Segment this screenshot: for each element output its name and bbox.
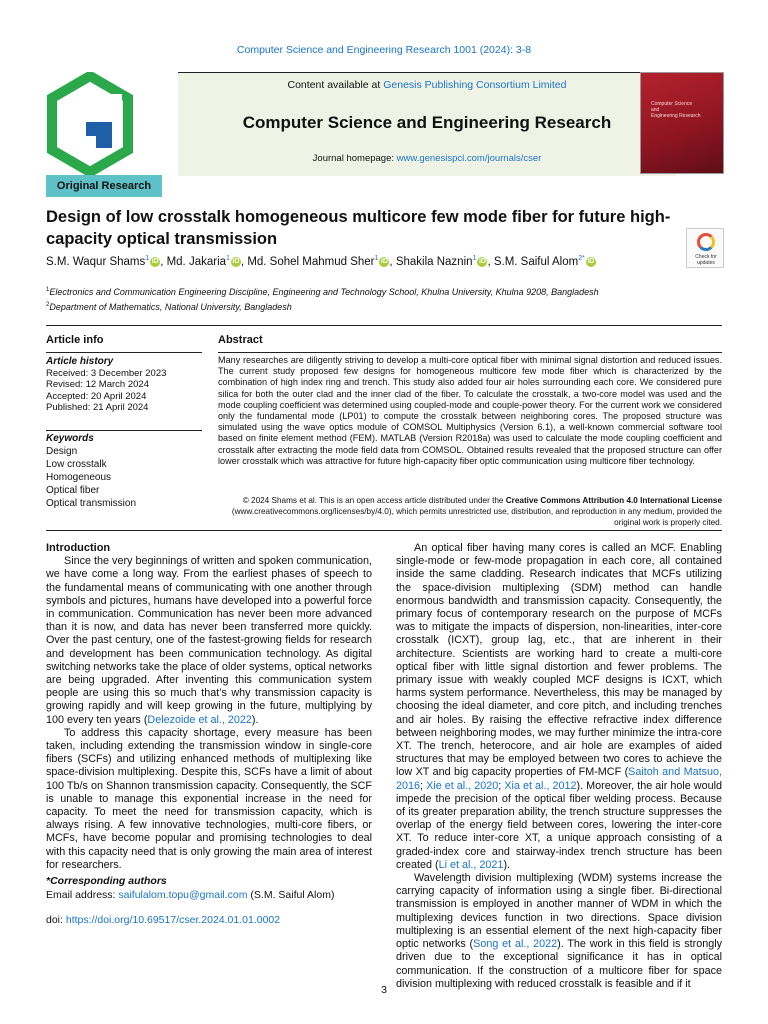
homepage-link[interactable]: www.genesispcl.com/journals/cser <box>396 153 542 164</box>
orcid-icon[interactable]: iD <box>478 257 486 265</box>
keyword-item: Homogeneous <box>46 472 112 483</box>
keyword-item: Optical fiber <box>46 485 100 496</box>
doi: doi: https://doi.org/10.69517/cser.2024.01.01.0002 <box>46 914 281 926</box>
journal-header <box>46 72 722 176</box>
journal-citation: Computer Science and Engineering Research 1001 (2024): 3-8 <box>236 44 532 56</box>
article-info-heading: Article info <box>46 334 104 346</box>
journal-banner <box>178 72 676 176</box>
citation-link[interactable]: Li et al., 2021 <box>438 858 504 871</box>
email-link[interactable]: saifulalom.topu@gmail.com <box>118 889 248 901</box>
history-item: Received: 3 December 2023 <box>46 367 167 379</box>
section-divider <box>46 530 722 531</box>
page-number: 3 <box>381 984 387 996</box>
author-affiliation-mark: 1 <box>472 255 477 262</box>
body-column-right <box>396 542 722 991</box>
doi-link[interactable]: https://doi.org/10.69517/cser.2024.01.01.0002 <box>65 914 281 926</box>
citation-link[interactable]: Saitoh and Matsuo, 2016 <box>396 766 722 792</box>
author-name: Shakila Naznin <box>395 255 473 268</box>
orcid-icon[interactable]: iD <box>151 257 159 265</box>
author-name: S.M. Saiful Alom <box>493 255 579 268</box>
author-affiliation-mark: 1 <box>226 255 230 262</box>
history-item: Published: 21 April 2024 <box>46 402 149 413</box>
crossmark-icon <box>697 233 715 251</box>
orcid-icon[interactable]: iD <box>587 257 595 265</box>
crossmark-badge[interactable]: Check for updates <box>686 228 724 268</box>
journal-homepage: Journal homepage: www.genesispcl.com/journals/cser <box>312 153 542 164</box>
article-history: Article history Received: 3 December 2023 Revised: 12 March 2024 Accepted: 20 April 2024 Published: 21 April 2024 <box>46 356 202 414</box>
license-name[interactable]: Creative Commons Attribution 4.0 International License <box>505 496 722 505</box>
history-item: Accepted: 20 April 2024 <box>46 390 147 402</box>
history-item: Revised: 12 March 2024 <box>46 379 149 390</box>
author-affiliation-mark: 2* <box>578 255 585 262</box>
body-column-left <box>46 542 372 872</box>
citation-link[interactable]: Xia et al., 2012 <box>504 779 577 792</box>
journal-cover-image: Computer Science and Engineering Research <box>640 72 724 174</box>
article-title: Design of low crosstalk homogeneous multicore few mode fiber for future high-capacity optical transmission <box>46 208 671 248</box>
author-name: Md. Jakaria <box>166 255 227 268</box>
introduction-heading: Introduction <box>46 542 111 554</box>
author-name: Md. Sohel Mahmud Sher <box>247 255 375 268</box>
citation-link[interactable]: Song et al., 2022 <box>473 938 558 951</box>
journal-title: Computer Science and Engineering Research <box>242 113 612 132</box>
paragraph: Wavelength division multiplexing (WDM) systems increase the carrying capacity of information using a single fiber. Bi-directional transmission is employed in another manner of WDM in which the multiplexing devices function in two directions. Space division multiplexing is an essential element of the next high-capacity fiber optic networks (Song et al., 2022). The work in this field is strongly driven due to the exceptional significance it has in optical communication. If the construction of a multicore fiber for space division multiplexing with reduced crosstalk is feasible and if it <box>396 872 723 990</box>
author-name: S.M. Waqur Shams <box>46 255 146 268</box>
license-statement: © 2024 Shams et al. This is an open access article distributed under the Creative Commons Attribution 4.0 International License (www.creativecommons.org/licenses/by/4.0), which permits unrestricted use, distribution, and reproduction in any medium, provided the original work is properly cited. <box>231 496 722 527</box>
paragraph: To address this capacity shortage, every measure has been taken, including extending the transmission window in single-core fibers (SCFs) and utilizing enhanced methods of multiplexing like space-division multiplexing. Despite this, SCFs have a limit of about 100 Tb/s on Shannon transmission capacity. Consequently, the SCF is unable to manage this exponential increase in the need for capacity. To meet the need for transmission capacity, which is always rising. A few innovative technologies, multi-core fibers, or MCFs, have become popular and promising technologies to deal with this capacity need that is only growing the main area of interest for researchers. <box>46 726 372 871</box>
section-divider <box>46 325 722 326</box>
keywords: Keywords Design Low crosstalk Homogeneous Optical fiber Optical transmission <box>46 432 202 510</box>
author-list: S.M. Waqur Shams$^1$ iD , Md. Jakaria$^1$ iD , Md. Sohel Mahmud Sher$^1$ iD , Shakila Naznin$^1$ iD , S.M. Saiful Alom$^{2*}$ iD <box>46 255 595 268</box>
genesis-logo-icon <box>46 72 134 176</box>
paragraph: An optical fiber having many cores is called an MCF. Enabling single-mode or few-mode propagation in each core, all contained inside the same cladding. Research indicates that MCFs utilizing the space-division multiplexing (SDM) method can handle enormous bandwidth and transmission capacity. Consequently, the primary focus of contemporary research on the purpose of MCFs was to mitigate the impacts of dispersion, non-linearities, inter-core crosstalk (ICXT), group lag, etc., that are inherent in their architecture. Scientists are working hard to create a multi-core optical fiber with little signal distortion and fewer problems. The primary issue with weakly coupled MCF designs is ICXT, which harms system performance. Nevertheless, this may be managed by choosing the ideal diameter, and core pitch, and including trenches and air holes. By raising the effective refractive index difference between neighboring modes, we may further minimize the intra-core XT. The trench, heterocore, and air hole are examples of aided structures that may be employed between two cores to achieve the low XT and big capacity properties of FM-MCF (Saitoh and Matsuo, 2016; Xie et al., 2020; Xia et al., 2012). Moreover, the air hole would impede the precision of the optical fiber welding process. Because of its greater preparation ability, the trench structure suppresses the overlap of the energy field between cores, lowering the inter-core XT. To reduce inter-core XT, a unique approach consisting of a graded-index core and stairway-index trench structure has been created (Li et al., 2021). <box>396 542 723 871</box>
author-affiliation-mark: 1 <box>145 255 150 262</box>
keyword-item: Design <box>46 446 78 457</box>
citation-link[interactable]: Delezoide et al., 2022 <box>147 713 252 726</box>
content-available: Content available at Genesis Publishing Consortium Limited <box>287 79 567 91</box>
author-affiliation-mark: 1 <box>374 255 379 262</box>
paragraph: Since the very beginnings of written and spoken communication, we have come a long way. From the earliest phases of speech to the fundamental means of communicating with one another through symbols and pictures, humans have developed into a powerful force in communication. Communication has never been more advanced than it is now, and data has never been transferred more quickly. Over the past century, one of the fastest-growing fields for research and development has been communication technology. As digital switching networks take the place of older systems, optical networks are being upgraded. After inventing this communication system people are using this so much that’s why transmission capacity is growing rapidly and will keep growing in the future, multiplying by 100 every ten years (Delezoide et al., 2022). <box>46 555 372 726</box>
abstract-text: Many researches are diligently striving to develop a multi-core optical fiber with minimal signal distortion and reduced issues. The current study proposed few designs for homogeneous multicore few mode fiber which is characterized by the combination of high index ring and trench. This study also added four air holes surrounding each core. We considered pure silica for both the outer clad and the inner clad of the fiber. To calculate the crosstalk, a two-core model was used and the mode coupling coefficient was determined using coupled-mode and couple-power theory. For the current work we considered only the fundamental mode (LP01) to compute the crosstalk between neighboring cores. The proposed structure was simulated using the wave optics module of COMSOL Multiphysics (Version 6.1), a well-known commercial software tool based on finite element method (FEM). MATLAB (Version R2018a) was used to calculate the mode coupling coefficient and crosstalk after extracting the mode field data from COMSOL. Obtained results revealed that the proposed structure can offer lower crosstalk which was attractive for future high-capacity fiber optic communication using multicore fiber technology. <box>218 355 722 466</box>
orcid-icon[interactable]: iD <box>380 257 388 265</box>
affiliation-item: $^2$Department of Mathematics, National University, Bangladesh <box>46 302 292 312</box>
affiliations <box>46 284 722 314</box>
abstract-heading: Abstract <box>218 334 263 346</box>
publisher-link[interactable]: Genesis Publishing Consortium Limited <box>383 79 567 91</box>
keyword-item: Low crosstalk <box>46 459 107 470</box>
orcid-icon[interactable]: iD <box>232 257 240 265</box>
citation-link[interactable]: Xie et al., 2020 <box>426 779 499 792</box>
affiliation-item: $^1$Electronics and Communication Engineering Discipline, Engineering and Technology School, Khulna University, Khulna 9208, Bangladesh <box>46 287 599 297</box>
keyword-item: Optical transmission <box>46 498 137 509</box>
corresponding-author: *Corresponding authors Email address: saifulalom.topu@gmail.com (S.M. Saiful Alom) <box>46 875 335 901</box>
article-type-badge: Original Research <box>46 175 162 197</box>
